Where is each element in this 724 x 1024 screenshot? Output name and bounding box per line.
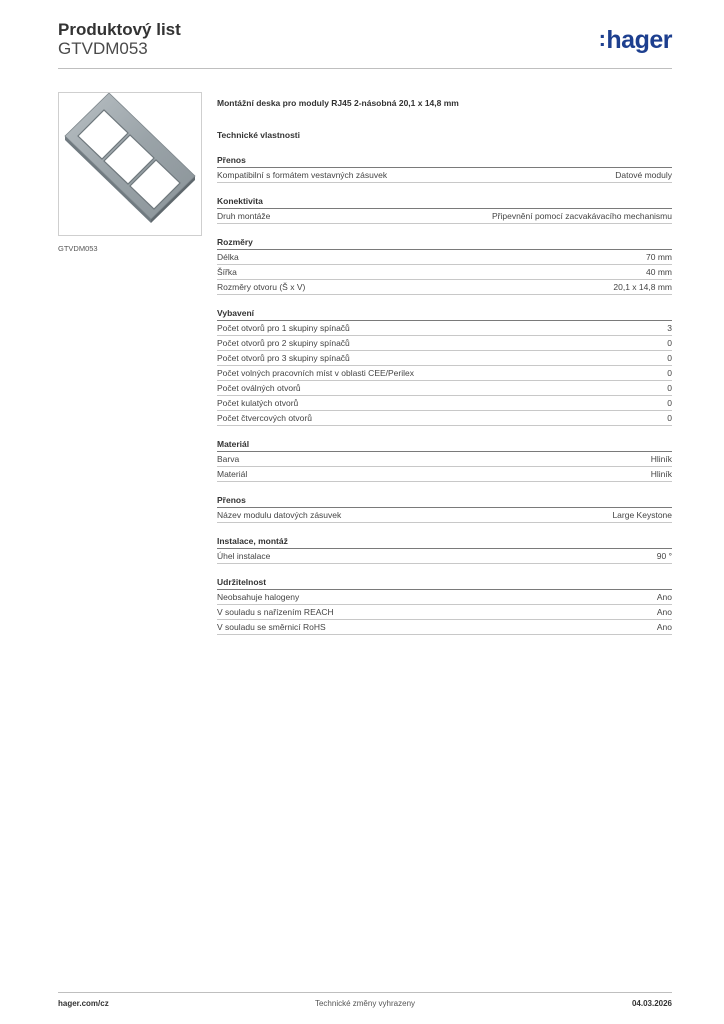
- spec-value: 3: [667, 323, 672, 333]
- spec-value: 90 °: [656, 551, 672, 561]
- spec-row: [217, 605, 672, 620]
- spec-row: [217, 209, 672, 224]
- spec-label: Počet oválných otvorů: [217, 383, 301, 393]
- spec-label: Druh montáže: [217, 211, 271, 221]
- spec-row: [217, 396, 672, 411]
- spec-label: Název modulu datových zásuvek: [217, 510, 342, 520]
- spec-value: Hliník: [650, 454, 672, 464]
- spec-value: Ano: [656, 592, 672, 602]
- spec-section: [217, 576, 672, 635]
- spec-value: 0: [667, 413, 672, 423]
- section-title: Instalace, montáž: [217, 535, 672, 549]
- spec-value: 0: [667, 383, 672, 393]
- footer-disclaimer: Technické změny vyhrazeny: [314, 999, 416, 1008]
- section-title: Materiál: [217, 438, 672, 452]
- spec-label: Počet volných pracovních míst v oblasti CEE/Perilex: [217, 368, 414, 378]
- spec-value: Datové moduly: [615, 170, 672, 180]
- spec-value: Ano: [656, 607, 672, 617]
- image-caption: GTVDM053: [58, 244, 98, 253]
- spec-label: Rozměry otvoru (Š x V): [217, 282, 306, 292]
- spec-section: [217, 438, 672, 482]
- section-title: Vybavení: [217, 307, 672, 321]
- page-footer: [58, 992, 672, 1013]
- section-title: Konektivita: [217, 195, 672, 209]
- spec-row: [217, 351, 672, 366]
- spec-value: Ano: [656, 622, 672, 632]
- spec-label: Kompatibilní s formátem vestavných zásuvek: [217, 170, 388, 180]
- spec-row: [217, 381, 672, 396]
- spec-row: [217, 280, 672, 295]
- section-title: Přenos: [217, 154, 672, 168]
- product-code: GTVDM053: [58, 39, 148, 58]
- spec-label: Úhel instalace: [217, 551, 271, 561]
- spec-row: [217, 467, 672, 482]
- spec-label: Počet čtvercových otvorů: [217, 413, 312, 423]
- page-header: [58, 20, 672, 70]
- spec-label: Počet otvorů pro 3 skupiny spínačů: [217, 353, 350, 363]
- product-description: Montážní deska pro moduly RJ45 2-násobná 20,1 x 14,8 mm: [217, 98, 459, 108]
- logo-prefix: :: [598, 26, 606, 51]
- spec-row: [217, 508, 672, 523]
- spec-label: V souladu se směrnicí RoHS: [217, 622, 326, 632]
- mounting-plate-illustration: [59, 93, 201, 235]
- spec-section: [217, 494, 672, 523]
- spec-label: Barva: [217, 454, 240, 464]
- footer-date: 04.03.2026: [631, 999, 672, 1008]
- spec-value: Large Keystone: [612, 510, 672, 520]
- spec-value: 0: [667, 353, 672, 363]
- spec-label: Délka: [217, 252, 239, 262]
- section-title: Přenos: [217, 494, 672, 508]
- spec-value: 70 mm: [646, 252, 672, 262]
- spec-row: [217, 366, 672, 381]
- header-divider: [58, 68, 672, 69]
- spec-row: [217, 265, 672, 280]
- spec-section: [217, 154, 672, 183]
- spec-label: Počet kulatých otvorů: [217, 398, 299, 408]
- spec-row: [217, 168, 672, 183]
- section-title: Udržitelnost: [217, 576, 672, 590]
- spec-value: 0: [667, 338, 672, 348]
- spec-value: Připevnění pomocí zacvakávacího mechanismu: [491, 211, 672, 221]
- spec-section: [217, 236, 672, 295]
- spec-sections: [217, 154, 672, 635]
- spec-value: Hliník: [650, 469, 672, 479]
- spec-value: 20,1 x 14,8 mm: [613, 282, 672, 292]
- spec-label: Šířka: [217, 267, 237, 277]
- spec-section: [217, 535, 672, 564]
- spec-label: Počet otvorů pro 1 skupiny spínačů: [217, 323, 350, 333]
- document-title: Produktový list: [58, 20, 181, 39]
- spec-label: Neobsahuje halogeny: [217, 592, 300, 602]
- tech-properties-heading: Technické vlastnosti: [217, 130, 300, 140]
- spec-row: [217, 321, 672, 336]
- spec-label: V souladu s nařízením REACH: [217, 607, 334, 617]
- product-details: [217, 96, 672, 635]
- hager-logo: [599, 26, 672, 55]
- spec-row: [217, 620, 672, 635]
- spec-value: 0: [667, 368, 672, 378]
- spec-section: [217, 307, 672, 426]
- spec-row: [217, 452, 672, 467]
- footer-website: hager.com/cz: [58, 999, 109, 1008]
- spec-value: 0: [667, 398, 672, 408]
- spec-section: [217, 195, 672, 224]
- spec-row: [217, 411, 672, 426]
- spec-value: 40 mm: [646, 267, 672, 277]
- spec-row: [217, 549, 672, 564]
- spec-row: [217, 590, 672, 605]
- spec-label: Počet otvorů pro 2 skupiny spínačů: [217, 338, 350, 348]
- logo-text: hager: [606, 26, 672, 54]
- section-title: Rozměry: [217, 236, 672, 250]
- product-image: [58, 92, 202, 236]
- spec-row: [217, 250, 672, 265]
- spec-row: [217, 336, 672, 351]
- spec-label: Materiál: [217, 469, 248, 479]
